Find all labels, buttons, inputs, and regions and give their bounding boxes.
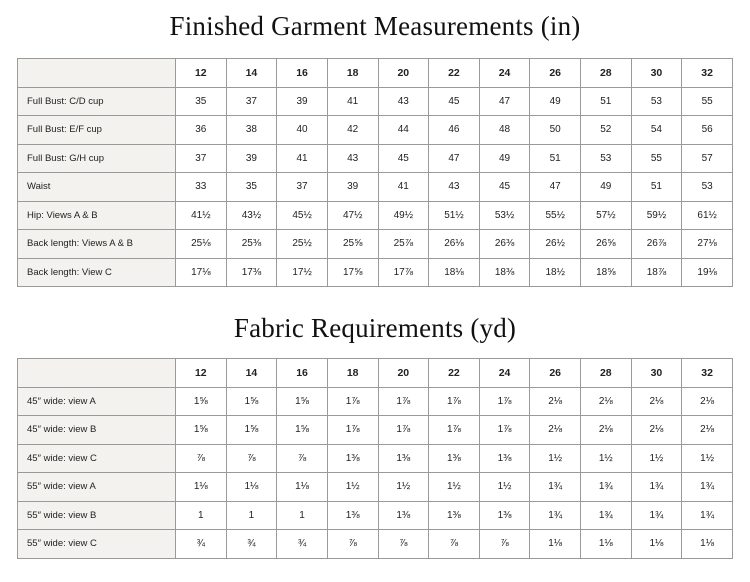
table-cell: 37 bbox=[176, 144, 227, 173]
size-header-20: 20 bbox=[378, 59, 429, 88]
size-header-12: 12 bbox=[176, 359, 227, 388]
table-cell: 38 bbox=[226, 116, 277, 145]
table-cell: 1½ bbox=[581, 444, 632, 473]
table-cell: 57 bbox=[682, 144, 733, 173]
size-header-row bbox=[18, 59, 733, 88]
table-cell: 53 bbox=[682, 173, 733, 202]
size-header-30: 30 bbox=[631, 59, 682, 88]
garment-measurements-title: Finished Garment Measurements (in) bbox=[169, 11, 581, 41]
fabric-requirements-title: Fabric Requirements (yd) bbox=[233, 313, 517, 343]
table-cell: 36 bbox=[176, 116, 227, 145]
table-cell: ⅞ bbox=[327, 530, 378, 559]
table-cell: 39 bbox=[277, 87, 328, 116]
table-cell: 1⅞ bbox=[378, 387, 429, 416]
table-cell: 18⅜ bbox=[479, 258, 530, 287]
size-header-20: 20 bbox=[378, 359, 429, 388]
table-cell: 1⅜ bbox=[479, 501, 530, 530]
table-cell: 49 bbox=[479, 144, 530, 173]
table-cell: 1⅝ bbox=[226, 416, 277, 445]
table-cell: 2⅛ bbox=[530, 416, 581, 445]
table-cell: 1¾ bbox=[682, 501, 733, 530]
table-cell: 1⅝ bbox=[277, 416, 328, 445]
table-cell: 1¾ bbox=[581, 501, 632, 530]
table-cell: 1⅜ bbox=[479, 444, 530, 473]
table-cell: 25⅛ bbox=[176, 230, 227, 259]
table-cell: 26⅞ bbox=[631, 230, 682, 259]
table-cell: 53 bbox=[581, 144, 632, 173]
row-label: 55″ wide: view B bbox=[18, 501, 176, 530]
size-header-28: 28 bbox=[581, 359, 632, 388]
table-cell: 49½ bbox=[378, 201, 429, 230]
table-cell: 1 bbox=[176, 501, 227, 530]
table-cell: 1⅜ bbox=[327, 444, 378, 473]
table-cell: 1⅜ bbox=[429, 444, 480, 473]
table-cell: 1½ bbox=[327, 473, 378, 502]
table-row bbox=[18, 87, 733, 116]
table-cell: 51 bbox=[581, 87, 632, 116]
table-cell: ⅞ bbox=[479, 530, 530, 559]
table-cell: 37 bbox=[226, 87, 277, 116]
table-cell: ⅞ bbox=[226, 444, 277, 473]
table-cell: ⅞ bbox=[176, 444, 227, 473]
table-cell: 2⅛ bbox=[581, 416, 632, 445]
table-cell: 1½ bbox=[530, 444, 581, 473]
table-cell: 17⅛ bbox=[176, 258, 227, 287]
table-cell: 17⅜ bbox=[226, 258, 277, 287]
table-cell: 51 bbox=[530, 144, 581, 173]
table-cell: 1⅜ bbox=[429, 501, 480, 530]
table-cell: 18½ bbox=[530, 258, 581, 287]
table-cell: ¾ bbox=[277, 530, 328, 559]
size-header-16: 16 bbox=[277, 59, 328, 88]
table-cell: 1⅞ bbox=[327, 387, 378, 416]
table-cell: 19⅛ bbox=[682, 258, 733, 287]
table-cell: 46 bbox=[429, 116, 480, 145]
size-header-32: 32 bbox=[682, 359, 733, 388]
table-cell: 55 bbox=[682, 87, 733, 116]
table-cell: 49 bbox=[581, 173, 632, 202]
table-cell: 1⅞ bbox=[429, 416, 480, 445]
size-header-14: 14 bbox=[226, 59, 277, 88]
size-header-24: 24 bbox=[479, 59, 530, 88]
table-row bbox=[18, 444, 733, 473]
table-cell: 1⅛ bbox=[530, 530, 581, 559]
row-label: Full Bust: G/H cup bbox=[18, 144, 176, 173]
table-cell: 41 bbox=[277, 144, 328, 173]
table-cell: 41 bbox=[378, 173, 429, 202]
table-cell: 25⅜ bbox=[226, 230, 277, 259]
table-cell: 37 bbox=[277, 173, 328, 202]
table-cell: 2⅛ bbox=[530, 387, 581, 416]
table-row bbox=[18, 416, 733, 445]
table-cell: 1½ bbox=[378, 473, 429, 502]
size-header-row bbox=[18, 359, 733, 388]
table-row bbox=[18, 116, 733, 145]
table-cell: 25⅞ bbox=[378, 230, 429, 259]
table-cell: 1⅞ bbox=[378, 416, 429, 445]
table-cell: 39 bbox=[226, 144, 277, 173]
table-cell: 1½ bbox=[429, 473, 480, 502]
table-cell: 2⅛ bbox=[682, 387, 733, 416]
table-cell: 49 bbox=[530, 87, 581, 116]
row-label: Hip: Views A & B bbox=[18, 201, 176, 230]
table-cell: 57½ bbox=[581, 201, 632, 230]
table-cell: 1⅛ bbox=[226, 473, 277, 502]
table-cell: 50 bbox=[530, 116, 581, 145]
table-cell: 1½ bbox=[682, 444, 733, 473]
table-cell: 39 bbox=[327, 173, 378, 202]
table-cell: 1½ bbox=[631, 444, 682, 473]
size-header-18: 18 bbox=[327, 59, 378, 88]
table-cell: 40 bbox=[277, 116, 328, 145]
table-cell: 43 bbox=[327, 144, 378, 173]
table-cell: 47½ bbox=[327, 201, 378, 230]
row-label: Full Bust: E/F cup bbox=[18, 116, 176, 145]
garment-measurements-table bbox=[17, 58, 733, 287]
table-cell: 26⅛ bbox=[429, 230, 480, 259]
size-header-12: 12 bbox=[176, 59, 227, 88]
table-cell: 1⅛ bbox=[277, 473, 328, 502]
table-cell: ⅞ bbox=[277, 444, 328, 473]
table-cell: 2⅛ bbox=[581, 387, 632, 416]
table-cell: 1⅛ bbox=[682, 530, 733, 559]
table-cell: 55½ bbox=[530, 201, 581, 230]
fabric-requirements-table bbox=[17, 358, 733, 559]
table-cell: ⅞ bbox=[429, 530, 480, 559]
size-header-16: 16 bbox=[277, 359, 328, 388]
size-header-14: 14 bbox=[226, 359, 277, 388]
size-header-18: 18 bbox=[327, 359, 378, 388]
row-label: Back length: Views A & B bbox=[18, 230, 176, 259]
row-label: 55″ wide: view C bbox=[18, 530, 176, 559]
table-cell: 47 bbox=[429, 144, 480, 173]
table-cell: 56 bbox=[682, 116, 733, 145]
table-row bbox=[18, 173, 733, 202]
table-cell: 35 bbox=[176, 87, 227, 116]
table-row bbox=[18, 201, 733, 230]
table-cell: 1¾ bbox=[631, 473, 682, 502]
table-cell: 47 bbox=[530, 173, 581, 202]
table-cell: 1⅝ bbox=[176, 387, 227, 416]
table-cell: 1⅝ bbox=[226, 387, 277, 416]
size-header-24: 24 bbox=[479, 359, 530, 388]
row-label: Waist bbox=[18, 173, 176, 202]
table-cell: 26⅜ bbox=[479, 230, 530, 259]
table-row bbox=[18, 144, 733, 173]
table-cell: ¾ bbox=[226, 530, 277, 559]
table-cell: 43 bbox=[378, 87, 429, 116]
table-cell: 1⅞ bbox=[327, 416, 378, 445]
table-cell: 1⅜ bbox=[378, 444, 429, 473]
table-cell: 33 bbox=[176, 173, 227, 202]
table-cell: 45 bbox=[378, 144, 429, 173]
table-cell: 1¾ bbox=[682, 473, 733, 502]
table-cell: 1⅞ bbox=[479, 387, 530, 416]
table-cell: 1½ bbox=[479, 473, 530, 502]
table-cell: 1⅛ bbox=[581, 530, 632, 559]
row-label: Full Bust: C/D cup bbox=[18, 87, 176, 116]
size-header-22: 22 bbox=[429, 59, 480, 88]
table-cell: 44 bbox=[378, 116, 429, 145]
table-cell: 41 bbox=[327, 87, 378, 116]
table-cell: 27⅛ bbox=[682, 230, 733, 259]
table-cell: 55 bbox=[631, 144, 682, 173]
table-cell: 1⅛ bbox=[176, 473, 227, 502]
table-cell: 45½ bbox=[277, 201, 328, 230]
table-cell: 51 bbox=[631, 173, 682, 202]
table-cell: 1 bbox=[277, 501, 328, 530]
table-cell: ¾ bbox=[176, 530, 227, 559]
table-cell: 43½ bbox=[226, 201, 277, 230]
table-cell: 1 bbox=[226, 501, 277, 530]
row-label: 45″ wide: view B bbox=[18, 416, 176, 445]
table-cell: 1⅝ bbox=[176, 416, 227, 445]
table-row bbox=[18, 473, 733, 502]
table-cell: 47 bbox=[479, 87, 530, 116]
table-row bbox=[18, 230, 733, 259]
table-cell: 2⅛ bbox=[631, 387, 682, 416]
table-cell: 53 bbox=[631, 87, 682, 116]
table-cell: 2⅛ bbox=[631, 416, 682, 445]
table-cell: 51½ bbox=[429, 201, 480, 230]
row-label: 45″ wide: view A bbox=[18, 387, 176, 416]
table-cell: 35 bbox=[226, 173, 277, 202]
table-cell: 1⅞ bbox=[429, 387, 480, 416]
table-cell: 53½ bbox=[479, 201, 530, 230]
table-cell: 48 bbox=[479, 116, 530, 145]
size-header-26: 26 bbox=[530, 59, 581, 88]
header-corner-cell bbox=[18, 359, 176, 388]
table-cell: 42 bbox=[327, 116, 378, 145]
row-label: 55″ wide: view A bbox=[18, 473, 176, 502]
size-header-28: 28 bbox=[581, 59, 632, 88]
table-cell: 1¾ bbox=[530, 473, 581, 502]
table-cell: 1⅞ bbox=[479, 416, 530, 445]
row-label: Back length: View C bbox=[18, 258, 176, 287]
table-row bbox=[18, 501, 733, 530]
table-cell: 2⅛ bbox=[682, 416, 733, 445]
table-cell: 59½ bbox=[631, 201, 682, 230]
table-cell: 1⅜ bbox=[327, 501, 378, 530]
table-cell: 52 bbox=[581, 116, 632, 145]
table-cell: 45 bbox=[479, 173, 530, 202]
table-cell: 54 bbox=[631, 116, 682, 145]
table-row bbox=[18, 387, 733, 416]
table-cell: 17⅝ bbox=[327, 258, 378, 287]
table-cell: 1¾ bbox=[530, 501, 581, 530]
size-header-32: 32 bbox=[682, 59, 733, 88]
table-cell: 43 bbox=[429, 173, 480, 202]
header-corner-cell bbox=[18, 59, 176, 88]
table-cell: 1⅛ bbox=[631, 530, 682, 559]
table-cell: ⅞ bbox=[378, 530, 429, 559]
table-cell: 18⅝ bbox=[581, 258, 632, 287]
row-label: 45″ wide: view C bbox=[18, 444, 176, 473]
table-cell: 26½ bbox=[530, 230, 581, 259]
table-cell: 45 bbox=[429, 87, 480, 116]
table-cell: 1⅜ bbox=[378, 501, 429, 530]
table-cell: 18⅞ bbox=[631, 258, 682, 287]
table-cell: 26⅝ bbox=[581, 230, 632, 259]
table-cell: 1¾ bbox=[631, 501, 682, 530]
table-cell: 25⅝ bbox=[327, 230, 378, 259]
table-row bbox=[18, 530, 733, 559]
table-cell: 25½ bbox=[277, 230, 328, 259]
table-row bbox=[18, 258, 733, 287]
table-cell: 18⅛ bbox=[429, 258, 480, 287]
size-header-26: 26 bbox=[530, 359, 581, 388]
size-header-22: 22 bbox=[429, 359, 480, 388]
table-cell: 61½ bbox=[682, 201, 733, 230]
table-cell: 41½ bbox=[176, 201, 227, 230]
table-cell: 17⅞ bbox=[378, 258, 429, 287]
table-cell: 17½ bbox=[277, 258, 328, 287]
size-header-30: 30 bbox=[631, 359, 682, 388]
table-cell: 1⅝ bbox=[277, 387, 328, 416]
table-cell: 1¾ bbox=[581, 473, 632, 502]
